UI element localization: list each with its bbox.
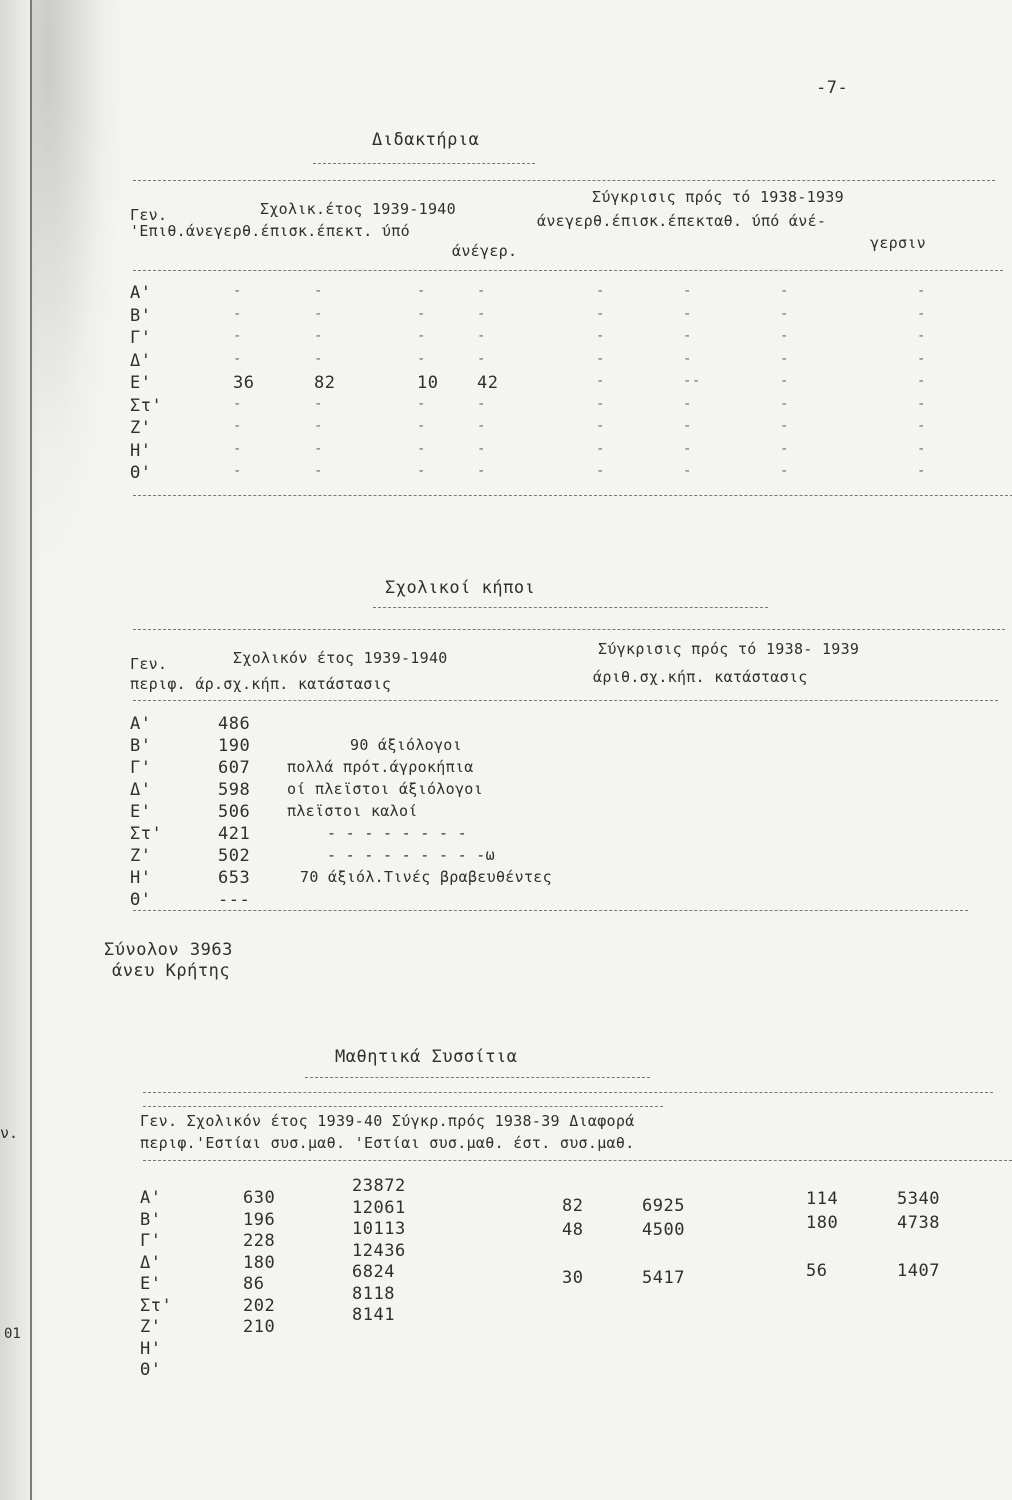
row-label: Η' xyxy=(130,440,152,461)
row-label: Α' xyxy=(130,283,152,303)
cell: - xyxy=(477,418,486,434)
row-label: Ε' xyxy=(130,802,152,822)
cmp-mathites: 6925 xyxy=(642,1196,685,1216)
cell: - xyxy=(314,350,323,367)
cell: - xyxy=(683,440,692,457)
table-bottom-rule xyxy=(133,910,968,911)
cell: - xyxy=(917,350,926,367)
cell: - xyxy=(683,463,692,479)
cell: - xyxy=(233,328,242,344)
cell: - xyxy=(780,328,789,344)
garden-count: 190 xyxy=(218,736,251,756)
header-row3-right: γερσιν xyxy=(870,234,926,252)
row-label: Α' xyxy=(140,1188,162,1208)
cell: - xyxy=(477,350,486,367)
garden-count: 607 xyxy=(218,758,251,778)
cell: - xyxy=(780,350,789,367)
cell: - xyxy=(917,305,926,322)
cell: - xyxy=(683,328,692,344)
student-count: 12436 xyxy=(352,1240,406,1261)
row-label: Γ' xyxy=(130,328,152,348)
cell: - xyxy=(314,463,323,479)
row-label: Ζ' xyxy=(140,1317,162,1337)
cell: - xyxy=(917,373,926,389)
cell: - xyxy=(917,395,926,412)
header-row2-left: 'Επιθ.άνεγερθ.έπισκ.έπεκτ. ύπό xyxy=(130,222,410,240)
cell: - xyxy=(314,418,323,434)
header-bottom-rule xyxy=(143,1160,1012,1161)
cell: - xyxy=(596,395,605,412)
cell: - xyxy=(477,305,486,322)
cell: - xyxy=(314,283,323,299)
estiai-count: 228 xyxy=(243,1231,276,1251)
row-label: Β' xyxy=(130,736,152,756)
header-comparison: Σύγκρισις πρός τό 1938-1939 xyxy=(592,188,844,206)
student-count: 10113 xyxy=(352,1219,406,1239)
garden-note: - - - - - - - - xyxy=(327,824,467,842)
cell: - xyxy=(683,418,692,434)
cell: - xyxy=(917,328,926,344)
section-title: Διδακτήρια xyxy=(372,130,480,150)
cell: - xyxy=(417,305,426,322)
cell: - xyxy=(780,283,789,299)
total-note: άνευ Κρήτης xyxy=(112,961,231,981)
cell: - xyxy=(780,418,789,434)
cell: - xyxy=(477,463,486,479)
student-count: 6824 xyxy=(352,1262,395,1282)
cell: - xyxy=(233,463,242,479)
student-count: 23872 xyxy=(352,1176,406,1196)
cell: - xyxy=(596,328,605,344)
header-row1: Γεν. Σχολικόν έτος 1939-40 Σύγκρ.πρός 1938-39 Διαφορά xyxy=(140,1112,635,1130)
cell: - xyxy=(596,463,605,479)
binding-line xyxy=(30,0,32,1500)
row-label: Στ' xyxy=(130,824,163,844)
cell: - xyxy=(477,395,486,412)
garden-note: πλεϊστοι καλοί xyxy=(287,802,418,820)
margin-mark-1: ν. xyxy=(0,1124,19,1142)
row-label: Ε' xyxy=(140,1274,162,1294)
cmp-mathites: 5417 xyxy=(642,1268,685,1288)
header-bottom-rule xyxy=(133,270,1003,271)
title-underline xyxy=(313,163,535,164)
diff-mathites: 1407 xyxy=(897,1261,940,1281)
header-top-rule-2 xyxy=(143,1106,663,1107)
page-number: -7- xyxy=(816,78,849,98)
student-count: 8141 xyxy=(352,1305,395,1325)
garden-note: πολλά πρότ.άγροκήπια xyxy=(287,758,474,776)
cell: - xyxy=(233,283,242,299)
garden-count: 486 xyxy=(218,714,251,734)
header-top-rule xyxy=(133,629,1005,630)
cell: - xyxy=(917,418,926,434)
row-label: Ε' xyxy=(130,373,152,393)
cell: - xyxy=(596,440,605,457)
cell: - xyxy=(233,418,242,434)
title-underline xyxy=(373,607,768,608)
header-gen: Γεν. xyxy=(130,206,168,224)
student-count: 8118 xyxy=(352,1283,395,1304)
title-underline xyxy=(305,1077,650,1078)
cell: - xyxy=(314,440,323,457)
header-school-year: Σχολικ.έτος 1939-1940 xyxy=(260,200,456,218)
cell: - xyxy=(314,328,323,344)
cell: - xyxy=(780,305,789,322)
cell: - xyxy=(780,373,789,389)
diff-mathites: 4738 xyxy=(897,1213,940,1233)
cell: 42 xyxy=(477,373,499,393)
cell: - xyxy=(314,395,323,412)
row-label: Β' xyxy=(140,1209,162,1230)
cell: - xyxy=(683,305,692,322)
cell: 36 xyxy=(233,373,255,393)
garden-count: --- xyxy=(218,890,251,910)
diff-mathites: 5340 xyxy=(897,1189,940,1209)
cell: - xyxy=(233,395,242,412)
header-row2: περιφ.'Εστίαι συσ.μαθ. 'Εστίαι συσ.μαθ. έστ. συσ.μαθ. xyxy=(140,1134,635,1152)
row-label: Δ' xyxy=(140,1252,162,1273)
cell: - xyxy=(233,440,242,457)
estiai-count: 210 xyxy=(243,1317,276,1337)
cell: - xyxy=(917,440,926,457)
cell: - xyxy=(780,463,789,479)
cell: - xyxy=(233,305,242,322)
cell: - xyxy=(233,350,242,367)
cell: - xyxy=(477,328,486,344)
row-label: Β' xyxy=(130,305,152,326)
garden-note: οί πλεϊστοι άξιόλογοι xyxy=(287,780,483,798)
cell: - xyxy=(917,463,926,479)
cell: - xyxy=(417,440,426,457)
cell: -- xyxy=(683,373,701,389)
header-row2-right: άνεγερθ.έπισκ.έπεκταθ. ύπό άνέ- xyxy=(537,212,827,230)
cell: - xyxy=(477,283,486,299)
ink-smudge xyxy=(30,0,120,560)
cmp-estiai: 82 xyxy=(562,1196,584,1216)
row-label: Στ' xyxy=(130,395,163,416)
row-label: Γ' xyxy=(130,758,152,778)
estiai-count: 196 xyxy=(243,1209,276,1230)
row-label: Δ' xyxy=(130,780,152,800)
row-label: Γ' xyxy=(140,1231,162,1251)
row-label: Α' xyxy=(130,714,152,734)
diff-estiai: 180 xyxy=(806,1213,839,1233)
cell: - xyxy=(417,395,426,412)
cell: - xyxy=(596,373,605,389)
row-label: Θ' xyxy=(130,890,152,910)
cell: - xyxy=(417,328,426,344)
row-label: Η' xyxy=(130,868,152,888)
section-title: Μαθητικά Συσσίτια xyxy=(335,1047,518,1067)
cell: - xyxy=(596,418,605,434)
header-row2-left: περιφ. άρ.σχ.κήπ. κατάστασις xyxy=(130,675,392,693)
diff-estiai: 114 xyxy=(806,1189,839,1209)
garden-count: 502 xyxy=(218,846,251,866)
header-top-rule xyxy=(133,180,995,181)
cell: - xyxy=(683,350,692,367)
row-label: Δ' xyxy=(130,350,152,371)
header-top-rule xyxy=(143,1092,993,1093)
cell: - xyxy=(596,283,605,299)
cell: - xyxy=(314,305,323,322)
cell: - xyxy=(417,283,426,299)
cmp-mathites: 4500 xyxy=(642,1220,685,1240)
cell: - xyxy=(417,418,426,434)
header-gen: Γεν. xyxy=(130,655,168,673)
row-label: Στ' xyxy=(140,1295,173,1316)
table-bottom-rule xyxy=(133,495,1012,496)
header-comparison: Σύγκρισις πρός τό 1938- 1939 xyxy=(598,640,860,658)
estiai-count: 202 xyxy=(243,1295,276,1316)
cell: 82 xyxy=(314,373,336,393)
row-label: Η' xyxy=(140,1338,162,1359)
garden-note: 70 άξιόλ.Τινές βραβευθέντες xyxy=(300,868,552,886)
cell: - xyxy=(596,305,605,322)
garden-count: 653 xyxy=(218,868,251,888)
section-title: Σχολικοί κήποι xyxy=(385,578,536,598)
header-bottom-rule xyxy=(133,700,998,701)
cell: - xyxy=(417,463,426,479)
diff-estiai: 56 xyxy=(806,1261,828,1281)
header-row3-left: άνέγερ. xyxy=(452,242,518,260)
cell: - xyxy=(417,350,426,367)
header-school-year: Σχολικόν έτος 1939-1940 xyxy=(233,649,448,667)
garden-count: 506 xyxy=(218,802,251,822)
garden-count: 421 xyxy=(218,824,251,844)
cell: 10 xyxy=(417,373,439,393)
student-count: 12061 xyxy=(352,1197,406,1218)
row-label: Θ' xyxy=(140,1360,162,1380)
cell: - xyxy=(780,395,789,412)
cell: - xyxy=(683,283,692,299)
margin-mark-2: 01 xyxy=(4,1326,21,1342)
garden-note: 90 άξιόλογοι xyxy=(350,736,462,754)
row-label: Ζ' xyxy=(130,846,152,866)
cmp-estiai: 30 xyxy=(562,1268,584,1288)
row-label: Θ' xyxy=(130,463,152,483)
garden-count: 598 xyxy=(218,780,251,800)
estiai-count: 630 xyxy=(243,1188,276,1208)
cell: - xyxy=(477,440,486,457)
cell: - xyxy=(780,440,789,457)
garden-note: - - - - - - - - -ω xyxy=(327,846,495,864)
cell: - xyxy=(596,350,605,367)
header-row2-right: άριθ.σχ.κήπ. κατάστασις xyxy=(593,668,808,686)
total-label: Σύνολον 3963 xyxy=(104,940,233,960)
estiai-count: 86 xyxy=(243,1274,265,1294)
estiai-count: 180 xyxy=(243,1252,276,1273)
cell: - xyxy=(683,395,692,412)
cell: - xyxy=(917,283,926,299)
row-label: Ζ' xyxy=(130,418,152,438)
cmp-estiai: 48 xyxy=(562,1220,584,1240)
